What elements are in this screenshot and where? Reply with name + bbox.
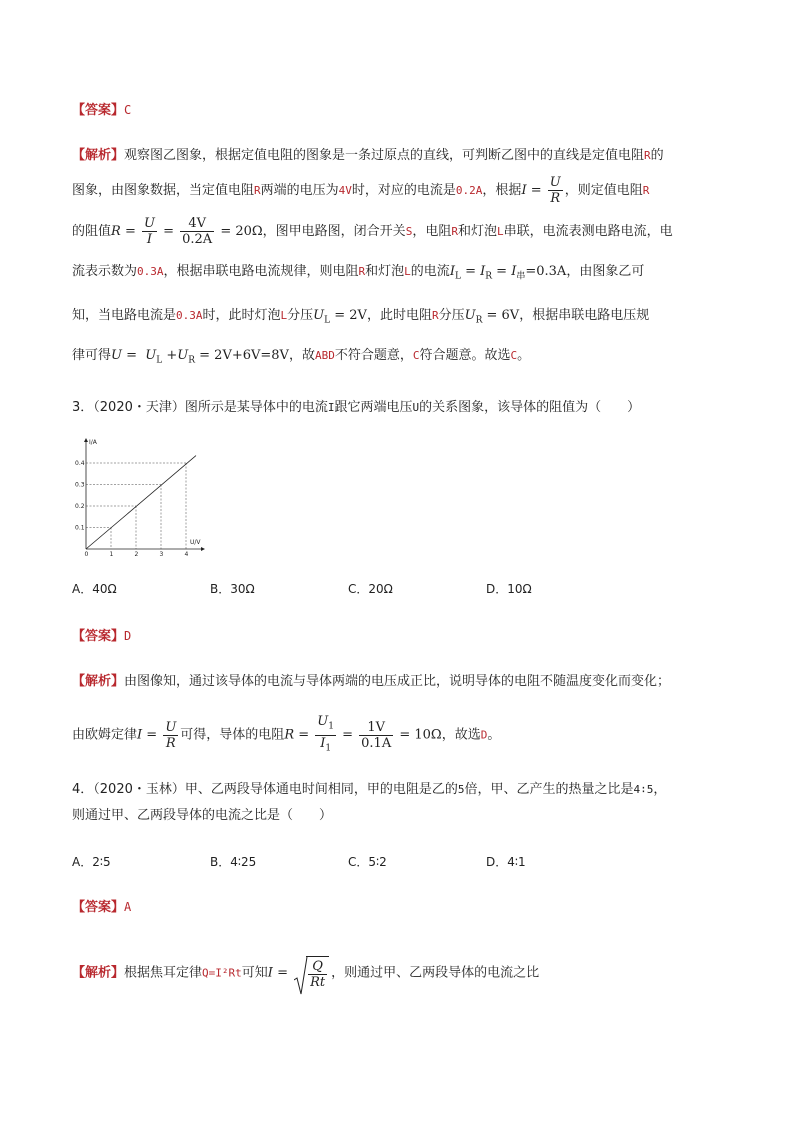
q4-stem-line-2: 则通过甲、乙两段导体的电流之比是（ ） bbox=[72, 808, 333, 823]
chart-axes bbox=[84, 438, 205, 551]
y-tick-label: 0.1 bbox=[75, 524, 85, 532]
x-tick-label: 4 bbox=[184, 551, 189, 558]
q4-stem-line-1: 4．（2020・玉林）甲、乙两段导体通电时间相同，甲的电阻是乙的5倍，甲、乙产生的热量之比是4∶5， bbox=[72, 782, 667, 797]
x-tick-label: 3 bbox=[159, 551, 164, 558]
q3-analysis-line-2: 由欧姆定律I = $\frac{U}{R}$ 可得，导体的电阻R = $\frac{U_1}{I_1}$ = $\frac{1V}{0.1A}$ = 10Ω，故选D。 bbox=[72, 714, 501, 754]
q4-option-d[interactable]: D．4∶1 bbox=[486, 855, 526, 869]
q2-answer: 【答案】C bbox=[72, 103, 132, 118]
q2-analysis-line-3: 的阻值R = $\frac{U}{I}$ = $\frac{4V}{0.2A}$ = 20Ω，图甲电路图，闭合开关S，电阻R和灯泡L串联，电流表测电路电流，电 bbox=[72, 216, 673, 247]
q3-option-d[interactable]: D．10Ω bbox=[486, 582, 532, 596]
chart-labels bbox=[75, 439, 201, 558]
x-axis-label: U/V bbox=[190, 539, 201, 546]
q3-stem: 3．（2020・天津）图所示是某导体中的电流I跟它两端电压U的关系图象，该导体的阻值为（ ） bbox=[72, 400, 641, 415]
y-tick-label: 0.2 bbox=[75, 503, 85, 510]
data-line bbox=[86, 456, 196, 549]
q4-answer: 【答案】A bbox=[72, 900, 132, 915]
y-tick-label: 0.3 bbox=[75, 481, 85, 489]
x-tick-label: 2 bbox=[134, 551, 139, 558]
x-tick-label: 1 bbox=[109, 551, 114, 558]
y-axis-label: I/A bbox=[89, 439, 97, 446]
q4-option-b[interactable]: B．4∶25 bbox=[210, 855, 257, 869]
y-tick-label: 0.4 bbox=[75, 460, 85, 467]
x-axis-arrow bbox=[201, 547, 205, 551]
current-voltage-graph bbox=[70, 438, 220, 558]
q2-analysis-line-2: 图象，由图象数据，当定值电阻R两端的电压为4V时，对应的电流是0.2A，根据I = $\frac{U}{R}$ ，则定值电阻R bbox=[72, 175, 650, 206]
chart-series bbox=[86, 456, 196, 549]
q2-analysis-line-6: 律可得$U = U_L +U_R = 2V+6V=8V$，故ABD不符合题意，C符合题意。故选C。 bbox=[72, 348, 531, 366]
q2-analysis-line-4: 流表示数为0.3A，根据串联电路电流规律，则电阻R和灯泡L的电流$I_L = I_R = I_串=0.3A$，由图象乙可 bbox=[72, 264, 645, 282]
q4-option-a[interactable]: A．2∶5 bbox=[72, 855, 111, 869]
q3-answer: 【答案】D bbox=[72, 629, 132, 644]
x-tick-label: 0 bbox=[84, 551, 89, 558]
q4-option-c[interactable]: C．5∶2 bbox=[348, 855, 387, 869]
q4-analysis-line-1: 【解析】根据焦耳定律Q=I²Rt可知I = $\frac{Q}{Rt}$ ，则通过甲、乙两段导体的电流之比 bbox=[72, 956, 539, 990]
q3-option-b[interactable]: B．30Ω bbox=[210, 582, 255, 596]
q2-analysis-line-5: 知，当电路电流是0.3A时，此时灯泡L分压$U_L = 2V$，此时电阻R分压$U_R = 6V$，根据串联电路电压规 bbox=[72, 308, 650, 326]
q3-option-c[interactable]: C．20Ω bbox=[348, 582, 393, 596]
q3-analysis-line-1: 【解析】由图像知，通过该导体的电流与导体两端的电压成正比，说明导体的电阻不随温度变化而变化； bbox=[72, 674, 671, 689]
q3-option-a[interactable]: A．40Ω bbox=[72, 582, 117, 596]
y-axis-arrow bbox=[84, 438, 88, 442]
q2-analysis-line-1: 【解析】观察图乙图象，根据定值电阻的图象是一条过原点的直线，可判断乙图中的直线是定值电阻R的 bbox=[72, 148, 664, 163]
